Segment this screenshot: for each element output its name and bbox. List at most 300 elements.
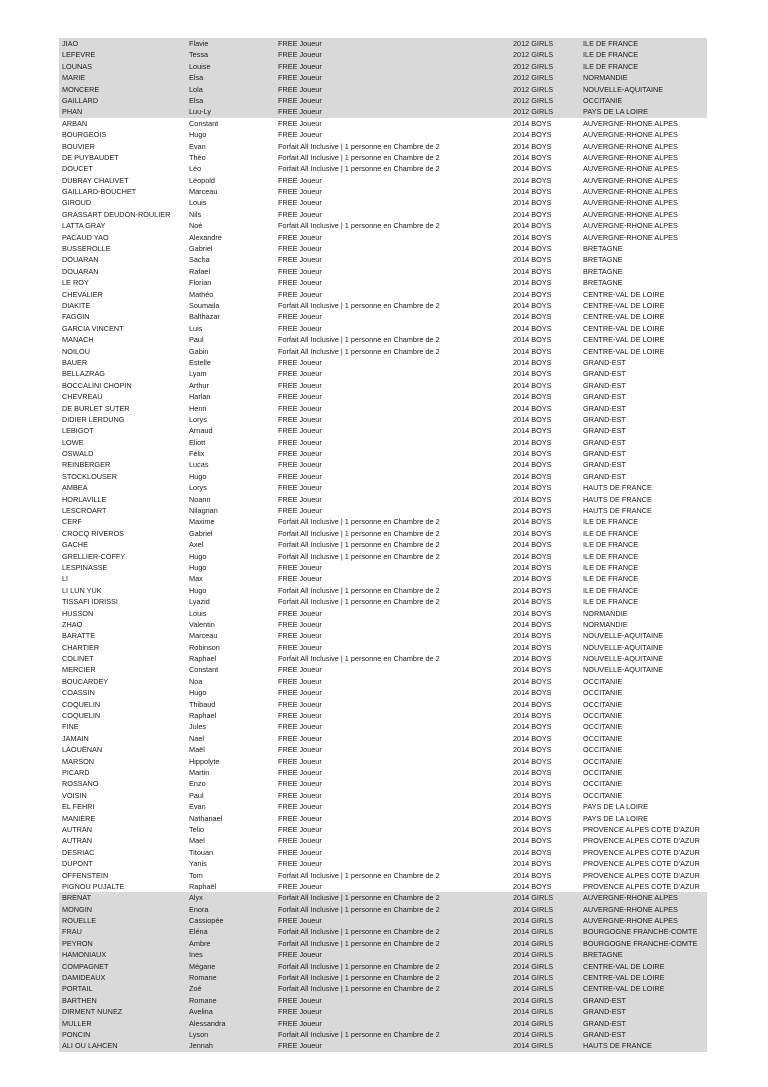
region-cell: OCCITANIE: [583, 790, 623, 800]
offer-cell: Forfait All Inclusive | 1 personne en Chambre de 2: [278, 551, 440, 561]
table-row: [59, 38, 707, 49]
first-name-cell: Balthazar: [189, 312, 220, 322]
last-name-cell: LOWE: [62, 437, 84, 447]
region-cell: OCCITANIE: [583, 676, 623, 686]
first-name-cell: Gabriel: [189, 244, 213, 254]
last-name-cell: LOUNAS: [62, 61, 93, 71]
first-name-cell: Jennah: [189, 1041, 213, 1051]
first-name-cell: Théo: [189, 152, 206, 162]
first-name-cell: Lola: [189, 84, 203, 94]
region-cell: OCCITANIE: [583, 722, 623, 732]
offer-cell: Forfait All Inclusive | 1 personne en Chambre de 2: [278, 984, 440, 994]
first-name-cell: Hippolyte: [189, 756, 220, 766]
table-row: [59, 141, 707, 152]
first-name-cell: Romane: [189, 973, 217, 983]
first-name-cell: Harlan: [189, 392, 211, 402]
registration-table: [59, 38, 707, 1052]
table-row: [59, 277, 707, 288]
first-name-cell: Luis: [189, 323, 203, 333]
first-name-cell: Zoé: [189, 984, 202, 994]
category-cell: 2014 BOYS: [513, 813, 552, 823]
offer-cell: FREE Joueur: [278, 733, 322, 743]
first-name-cell: Hugo: [189, 471, 207, 481]
table-row: [59, 528, 707, 539]
first-name-cell: Alexandre: [189, 232, 222, 242]
table-row: [59, 733, 707, 744]
table-row: [59, 129, 707, 140]
offer-cell: Forfait All Inclusive | 1 personne en Chambre de 2: [278, 528, 440, 538]
last-name-cell: LI: [62, 574, 69, 584]
category-cell: 2014 BOYS: [513, 483, 552, 493]
region-cell: BRETAGNE: [583, 266, 623, 276]
category-cell: 2014 BOYS: [513, 369, 552, 379]
category-cell: 2014 BOYS: [513, 449, 552, 459]
offer-cell: FREE Joueur: [278, 722, 322, 732]
last-name-cell: PACAUD YAO: [62, 232, 109, 242]
table-row: [59, 847, 707, 858]
last-name-cell: DAMIDEAUX: [62, 973, 106, 983]
table-row: [59, 710, 707, 721]
first-name-cell: Tom: [189, 870, 203, 880]
category-cell: 2014 BOYS: [513, 494, 552, 504]
category-cell: 2014 GIRLS: [513, 950, 554, 960]
table-row: [59, 721, 707, 732]
category-cell: 2014 GIRLS: [513, 904, 554, 914]
offer-cell: Forfait All Inclusive | 1 personne en Chambre de 2: [278, 346, 440, 356]
region-cell: CENTRE-VAL DE LOIRE: [583, 984, 665, 994]
table-row: [59, 995, 707, 1006]
first-name-cell: Lorys: [189, 414, 207, 424]
category-cell: 2014 BOYS: [513, 244, 552, 254]
category-cell: 2014 BOYS: [513, 312, 552, 322]
last-name-cell: JIAO: [62, 39, 79, 48]
first-name-cell: Lorys: [189, 483, 207, 493]
region-cell: PROVENCE ALPES COTE D'AZUR: [583, 870, 700, 880]
category-cell: 2014 BOYS: [513, 870, 552, 880]
region-cell: ILE DE FRANCE: [583, 597, 639, 607]
table-row: [59, 334, 707, 345]
first-name-cell: Marceau: [189, 187, 218, 197]
offer-cell: FREE Joueur: [278, 84, 322, 94]
first-name-cell: Max: [189, 574, 203, 584]
region-cell: AUVERGNE-RHONE ALPES: [583, 164, 678, 174]
first-name-cell: Léopold: [189, 175, 215, 185]
category-cell: 2014 BOYS: [513, 175, 552, 185]
last-name-cell: COASSIN: [62, 688, 95, 698]
table-row: [59, 664, 707, 675]
region-cell: ILE DE FRANCE: [583, 551, 639, 561]
last-name-cell: DOUARAN: [62, 266, 99, 276]
last-name-cell: BAUER: [62, 357, 88, 367]
table-row: [59, 813, 707, 824]
table-row: [59, 425, 707, 436]
region-cell: OCCITANIE: [583, 768, 623, 777]
category-cell: 2014 GIRLS: [513, 1029, 554, 1039]
first-name-cell: Soumaila: [189, 300, 220, 310]
last-name-cell: BOUVIER: [62, 141, 95, 151]
offer-cell: FREE Joueur: [278, 312, 322, 322]
table-row: [59, 858, 707, 869]
table-row: [59, 494, 707, 505]
last-name-cell: FINE: [62, 722, 79, 732]
region-cell: AUVERGNE-RHONE ALPES: [583, 175, 678, 185]
table-row: [59, 72, 707, 83]
last-name-cell: DUBRAY CHAUVET: [62, 175, 129, 185]
first-name-cell: Alessandra: [189, 1018, 226, 1028]
category-cell: 2014 BOYS: [513, 392, 552, 402]
region-cell: HAUTS DE FRANCE: [583, 483, 652, 493]
last-name-cell: PONCIN: [62, 1029, 91, 1039]
offer-cell: Forfait All Inclusive | 1 personne en Chambre de 2: [278, 597, 440, 607]
region-cell: AUVERGNE-RHONE ALPES: [583, 198, 678, 208]
first-name-cell: Eliott: [189, 437, 206, 447]
region-cell: GRAND-EST: [583, 1018, 626, 1028]
category-cell: 2014 GIRLS: [513, 1007, 554, 1017]
region-cell: ILE DE FRANCE: [583, 50, 639, 60]
first-name-cell: Arthur: [189, 380, 209, 390]
last-name-cell: LESPINASSE: [62, 562, 108, 572]
last-name-cell: COLINET: [62, 654, 94, 664]
table-row: [59, 266, 707, 277]
category-cell: 2014 BOYS: [513, 528, 552, 538]
region-cell: NOUVELLE-AQUITAINE: [583, 631, 664, 641]
offer-cell: Forfait All Inclusive | 1 personne en Chambre de 2: [278, 870, 440, 880]
category-cell: 2014 BOYS: [513, 221, 552, 231]
category-cell: 2014 BOYS: [513, 597, 552, 607]
table-row: [59, 790, 707, 801]
region-cell: PROVENCE ALPES COTE D'AZUR: [583, 859, 700, 869]
last-name-cell: MARIE: [62, 73, 86, 83]
category-cell: 2012 GIRLS: [513, 95, 554, 105]
offer-cell: Forfait All Inclusive | 1 personne en Chambre de 2: [278, 540, 440, 550]
region-cell: OCCITANIE: [583, 745, 623, 755]
table-row: [59, 915, 707, 926]
first-name-cell: Lyazid: [189, 597, 210, 607]
last-name-cell: PHAN: [62, 107, 83, 117]
offer-cell: FREE Joueur: [278, 608, 322, 618]
region-cell: CENTRE-VAL DE LOIRE: [583, 300, 665, 310]
offer-cell: FREE Joueur: [278, 130, 322, 140]
last-name-cell: CROCQ RIVEROS: [62, 528, 125, 538]
first-name-cell: Hugo: [189, 551, 207, 561]
table-row: [59, 539, 707, 550]
first-name-cell: Mégane: [189, 961, 216, 971]
category-cell: 2014 GIRLS: [513, 916, 554, 926]
table-row: [59, 596, 707, 607]
region-cell: PAYS DE LA LOIRE: [583, 802, 649, 812]
first-name-cell: Elsa: [189, 95, 204, 105]
category-cell: 2014 BOYS: [513, 676, 552, 686]
last-name-cell: STOCKLOUSER: [62, 471, 118, 481]
first-name-cell: Evan: [189, 141, 206, 151]
last-name-cell: BRENAT: [62, 893, 92, 903]
category-cell: 2014 BOYS: [513, 152, 552, 162]
category-cell: 2014 BOYS: [513, 437, 552, 447]
table-row: [59, 926, 707, 937]
first-name-cell: Lyson: [189, 1029, 209, 1039]
category-cell: 2014 BOYS: [513, 619, 552, 629]
last-name-cell: TISSAFI IDRISSI: [62, 597, 118, 607]
last-name-cell: COQUELIN: [62, 711, 101, 721]
region-cell: NOUVELLE-AQUITAINE: [583, 642, 664, 652]
last-name-cell: MARSON: [62, 756, 95, 766]
category-cell: 2014 BOYS: [513, 779, 552, 789]
table-row: [59, 676, 707, 687]
table-row: [59, 403, 707, 414]
category-cell: 2014 BOYS: [513, 403, 552, 413]
table-row: [59, 687, 707, 698]
offer-cell: FREE Joueur: [278, 209, 322, 219]
offer-cell: FREE Joueur: [278, 995, 322, 1005]
last-name-cell: CHARTIER: [62, 642, 100, 652]
region-cell: HAUTS DE FRANCE: [583, 506, 652, 516]
region-cell: AUVERGNE-RHONE ALPES: [583, 152, 678, 162]
table-row: [59, 437, 707, 448]
offer-cell: FREE Joueur: [278, 847, 322, 857]
offer-cell: FREE Joueur: [278, 676, 322, 686]
table-row: [59, 699, 707, 710]
category-cell: 2014 BOYS: [513, 255, 552, 265]
first-name-cell: Ines: [189, 950, 203, 960]
region-cell: AUVERGNE-RHONE ALPES: [583, 232, 678, 242]
first-name-cell: Gabin: [189, 346, 209, 356]
table-row: [59, 961, 707, 972]
region-cell: OCCITANIE: [583, 779, 623, 789]
offer-cell: Forfait All Inclusive | 1 personne en Chambre de 2: [278, 938, 440, 948]
first-name-cell: Luu-Ly: [189, 107, 212, 117]
offer-cell: FREE Joueur: [278, 244, 322, 254]
region-cell: CENTRE-VAL DE LOIRE: [583, 312, 665, 322]
category-cell: 2012 GIRLS: [513, 107, 554, 117]
region-cell: CENTRE-VAL DE LOIRE: [583, 289, 665, 299]
first-name-cell: Romane: [189, 995, 217, 1005]
category-cell: 2014 GIRLS: [513, 961, 554, 971]
table-row: [59, 391, 707, 402]
region-cell: HAUTS DE FRANCE: [583, 1041, 652, 1051]
category-cell: 2012 GIRLS: [513, 39, 554, 48]
first-name-cell: Nilagnan: [189, 506, 218, 516]
table-row: [59, 254, 707, 265]
region-cell: HAUTS DE FRANCE: [583, 494, 652, 504]
region-cell: PROVENCE ALPES COTE D'AZUR: [583, 824, 700, 834]
offer-cell: FREE Joueur: [278, 950, 322, 960]
region-cell: GRAND-EST: [583, 403, 626, 413]
category-cell: 2014 GIRLS: [513, 1018, 554, 1028]
last-name-cell: DIDIER LERDUNG: [62, 414, 125, 424]
last-name-cell: DOUARAN: [62, 255, 99, 265]
first-name-cell: Hugo: [189, 562, 207, 572]
offer-cell: Forfait All Inclusive | 1 personne en Chambre de 2: [278, 141, 440, 151]
region-cell: CENTRE-VAL DE LOIRE: [583, 961, 665, 971]
offer-cell: FREE Joueur: [278, 790, 322, 800]
region-cell: AUVERGNE-RHONE ALPES: [583, 221, 678, 231]
offer-cell: Forfait All Inclusive | 1 personne en Chambre de 2: [278, 335, 440, 345]
category-cell: 2014 BOYS: [513, 357, 552, 367]
first-name-cell: Avelina: [189, 1007, 213, 1017]
region-cell: GRAND-EST: [583, 437, 626, 447]
first-name-cell: Flavie: [189, 39, 209, 48]
region-cell: ILE DE FRANCE: [583, 585, 639, 595]
first-name-cell: Yanis: [189, 859, 207, 869]
region-cell: GRAND-EST: [583, 1007, 626, 1017]
offer-cell: FREE Joueur: [278, 471, 322, 481]
category-cell: 2012 GIRLS: [513, 73, 554, 83]
last-name-cell: MONCERE: [62, 84, 100, 94]
region-cell: AUVERGNE-RHONE ALPES: [583, 118, 678, 128]
table-row: [59, 49, 707, 60]
region-cell: BOURGOGNE FRANCHE-COMTE: [583, 927, 698, 937]
offer-cell: FREE Joueur: [278, 836, 322, 846]
region-cell: BRETAGNE: [583, 255, 623, 265]
category-cell: 2014 BOYS: [513, 551, 552, 561]
region-cell: GRAND-EST: [583, 357, 626, 367]
offer-cell: FREE Joueur: [278, 73, 322, 83]
last-name-cell: GRELLIER-COFFY: [62, 551, 126, 561]
first-name-cell: Valentin: [189, 619, 215, 629]
last-name-cell: ALI OU LAHCEN: [62, 1041, 118, 1051]
table-row: [59, 892, 707, 903]
category-cell: 2014 BOYS: [513, 278, 552, 288]
category-cell: 2014 BOYS: [513, 266, 552, 276]
last-name-cell: FAGGIN: [62, 312, 90, 322]
last-name-cell: JAMAIN: [62, 733, 89, 743]
last-name-cell: GRASSART DEUDON-ROULIER: [62, 209, 171, 219]
table-row: [59, 95, 707, 106]
category-cell: 2014 GIRLS: [513, 938, 554, 948]
last-name-cell: LESCROART: [62, 506, 107, 516]
offer-cell: FREE Joueur: [278, 506, 322, 516]
table-row: [59, 585, 707, 596]
category-cell: 2014 GIRLS: [513, 893, 554, 903]
table-row: [59, 551, 707, 562]
table-row: [59, 756, 707, 767]
table-row: [59, 118, 707, 129]
table-row: [59, 289, 707, 300]
first-name-cell: Jules: [189, 722, 207, 732]
offer-cell: FREE Joueur: [278, 562, 322, 572]
first-name-cell: Nael: [189, 733, 205, 743]
category-cell: 2014 BOYS: [513, 790, 552, 800]
first-name-cell: Enora: [189, 904, 209, 914]
first-name-cell: Louis: [189, 608, 207, 618]
category-cell: 2014 BOYS: [513, 426, 552, 436]
last-name-cell: LEBIGOT: [62, 426, 94, 436]
last-name-cell: LE ROY: [62, 278, 89, 288]
offer-cell: FREE Joueur: [278, 824, 322, 834]
last-name-cell: FRAU: [62, 927, 82, 937]
offer-cell: FREE Joueur: [278, 665, 322, 675]
last-name-cell: MULLER: [62, 1018, 92, 1028]
offer-cell: Forfait All Inclusive | 1 personne en Chambre de 2: [278, 904, 440, 914]
table-row: [59, 346, 707, 357]
table-row: [59, 562, 707, 573]
region-cell: BRETAGNE: [583, 278, 623, 288]
last-name-cell: BARTHEN: [62, 995, 97, 1005]
offer-cell: FREE Joueur: [278, 494, 322, 504]
table-row: [59, 471, 707, 482]
offer-cell: FREE Joueur: [278, 449, 322, 459]
offer-cell: Forfait All Inclusive | 1 personne en Chambre de 2: [278, 164, 440, 174]
region-cell: AUVERGNE-RHONE ALPES: [583, 130, 678, 140]
table-row: [59, 824, 707, 835]
region-cell: OCCITANIE: [583, 699, 623, 709]
category-cell: 2014 BOYS: [513, 209, 552, 219]
last-name-cell: HUSSON: [62, 608, 94, 618]
category-cell: 2014 BOYS: [513, 824, 552, 834]
offer-cell: Forfait All Inclusive | 1 personne en Chambre de 2: [278, 585, 440, 595]
last-name-cell: MONGIN: [62, 904, 92, 914]
table-row: [59, 949, 707, 960]
region-cell: NOUVELLE-AQUITAINE: [583, 654, 664, 664]
region-cell: NORMANDIE: [583, 608, 628, 618]
last-name-cell: MERCIER: [62, 665, 96, 675]
last-name-cell: DUPONT: [62, 859, 93, 869]
offer-cell: FREE Joueur: [278, 699, 322, 709]
first-name-cell: Alyx: [189, 893, 203, 903]
table-row: [59, 232, 707, 243]
offer-cell: FREE Joueur: [278, 642, 322, 652]
first-name-cell: Elsa: [189, 73, 204, 83]
offer-cell: Forfait All Inclusive | 1 personne en Chambre de 2: [278, 221, 440, 231]
region-cell: OCCITANIE: [583, 711, 623, 721]
category-cell: 2014 BOYS: [513, 300, 552, 310]
offer-cell: Forfait All Inclusive | 1 personne en Chambre de 2: [278, 152, 440, 162]
first-name-cell: Raphael: [189, 711, 217, 721]
first-name-cell: Thibaud: [189, 699, 216, 709]
offer-cell: FREE Joueur: [278, 278, 322, 288]
first-name-cell: Nils: [189, 209, 202, 219]
table-row: [59, 106, 707, 117]
first-name-cell: Hugo: [189, 585, 207, 595]
first-name-cell: Mathéo: [189, 289, 214, 299]
offer-cell: FREE Joueur: [278, 688, 322, 698]
first-name-cell: Rafael: [189, 266, 211, 276]
region-cell: ILE DE FRANCE: [583, 517, 639, 527]
offer-cell: FREE Joueur: [278, 756, 322, 766]
table-row: [59, 619, 707, 630]
table-row: [59, 1018, 707, 1029]
offer-cell: Forfait All Inclusive | 1 personne en Chambre de 2: [278, 654, 440, 664]
region-cell: OCCITANIE: [583, 688, 623, 698]
table-row: [59, 516, 707, 527]
last-name-cell: DESRIAC: [62, 847, 95, 857]
last-name-cell: AUTRAN: [62, 824, 92, 834]
first-name-cell: Robinson: [189, 642, 220, 652]
first-name-cell: Noa: [189, 676, 203, 686]
last-name-cell: BELLAZRAG: [62, 369, 105, 379]
region-cell: GRAND-EST: [583, 380, 626, 390]
offer-cell: FREE Joueur: [278, 768, 322, 777]
category-cell: 2014 BOYS: [513, 608, 552, 618]
table-row: [59, 414, 707, 425]
table-row: [59, 311, 707, 322]
table-row: [59, 357, 707, 368]
last-name-cell: MANACH: [62, 335, 94, 345]
table-row: [59, 220, 707, 231]
category-cell: 2012 GIRLS: [513, 50, 554, 60]
last-name-cell: LEFEVRE: [62, 50, 96, 60]
table-row: [59, 972, 707, 983]
table-row: [59, 744, 707, 755]
last-name-cell: ROSSANO: [62, 779, 99, 789]
first-name-cell: Arnaud: [189, 426, 213, 436]
region-cell: GRAND-EST: [583, 471, 626, 481]
first-name-cell: Sacha: [189, 255, 210, 265]
table-row: [59, 653, 707, 664]
category-cell: 2014 BOYS: [513, 711, 552, 721]
region-cell: CENTRE-VAL DE LOIRE: [583, 323, 665, 333]
category-cell: 2014 GIRLS: [513, 984, 554, 994]
